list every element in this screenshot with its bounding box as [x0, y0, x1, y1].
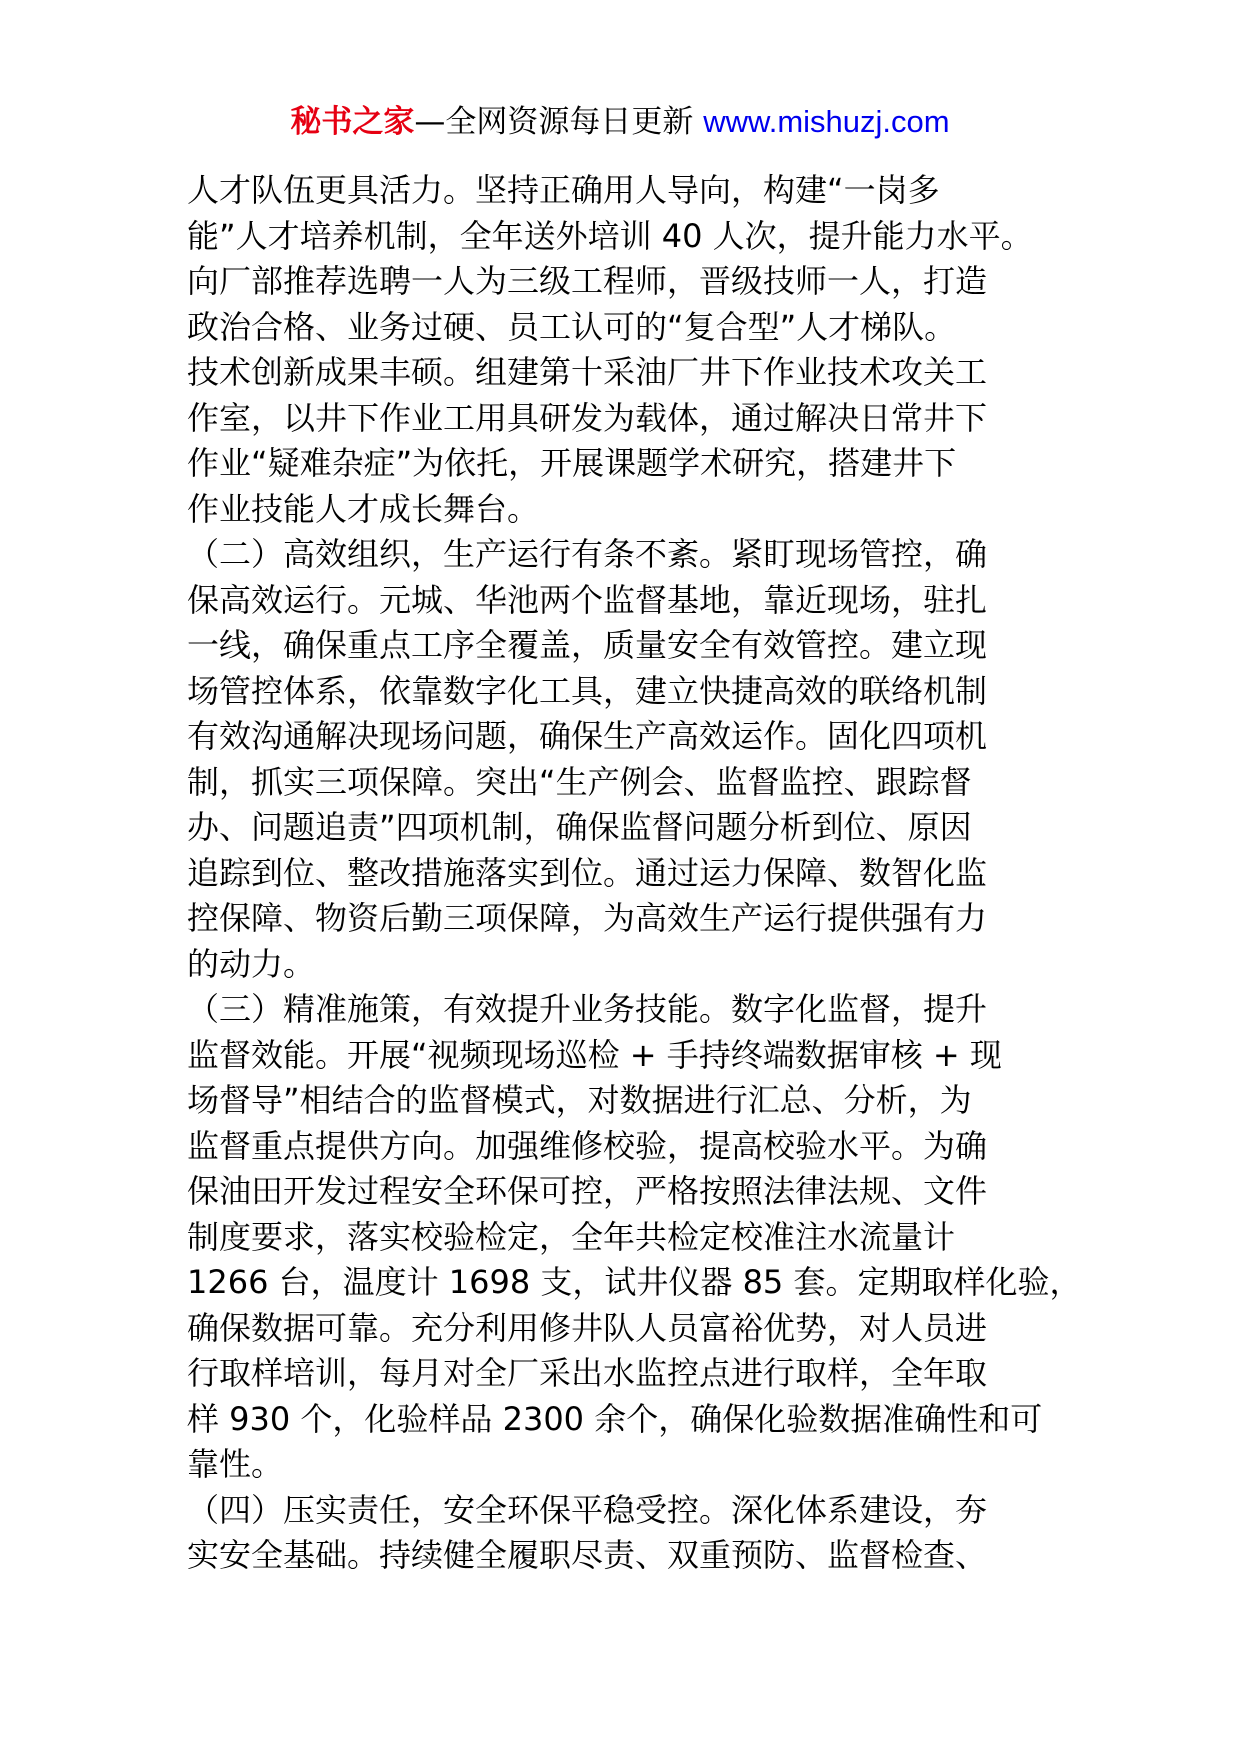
text-line: 行取样培训，每月对全厂采出水监控点进行取样，全年取 [187, 1354, 988, 1392]
text-line: 监督重点提供方向。加强维修校验，提高校验水平。为确 [187, 1126, 988, 1165]
text-line: 作室，以井下作业工用具研发为载体，通过解决日常井下 [187, 398, 988, 437]
text-line: 1266 台，温度计 1698 支，试井仪器 85 套。定期取样化验， [187, 1263, 1082, 1301]
site-url-link[interactable]: www.mishuzj.com [703, 104, 950, 139]
text-line: 监督效能。开展“视频现场巡检 + 手持终端数据审核 + 现 [187, 1035, 1002, 1074]
text-line: 保高效运行。元城、华池两个监督基地，靠近现场，驻扎 [187, 580, 988, 619]
site-tagline: —全网资源每日更新 [414, 104, 694, 140]
site-brand: 秘书之家 [290, 104, 415, 140]
text-line: 靠性。 [187, 1445, 284, 1483]
text-line: 向厂部推荐选聘一人为三级工程师，晋级技师一人，打造 [187, 262, 988, 300]
text-line: 有效沟通解决现场问题，确保生产高效运作。固化四项机 [187, 717, 988, 755]
text-line: 实安全基础。持续健全履职尽责、双重预防、监督检查、 [187, 1536, 988, 1574]
text-line: 保油田开发过程安全环保可控，严格按照法律法规、文件 [187, 1172, 988, 1210]
section-heading-line: （二）高效组织，生产运行有条不紊。紧盯现场管控，确 [187, 535, 988, 573]
text-line: 样 930 个，化验样品 2300 余个，确保化验数据准确性和可 [187, 1399, 1043, 1438]
text-line: 确保数据可靠。充分利用修井队人员富裕优势，对人员进 [187, 1308, 988, 1347]
section-heading-line: （三）精准施策，有效提升业务技能。数字化监督，提升 [187, 990, 988, 1028]
text-line: 追踪到位、整改措施落实到位。通过运力保障、数智化监 [187, 853, 988, 892]
site-header [0, 100, 1240, 144]
text-line: 办、问题追责”四项机制，确保监督问题分析到位、原因 [187, 808, 972, 846]
text-line: 制度要求，落实校验检定，全年共检定校准注水流量计 [187, 1217, 956, 1256]
text-line: 能”人才培养机制，全年送外培训 40 人次，提升能力水平。 [187, 216, 1033, 255]
text-line: 作业技能人才成长舞台。 [187, 489, 540, 528]
text-line: 控保障、物资后勤三项保障，为高效生产运行提供强有力 [187, 899, 988, 937]
text-line: 人才队伍更具活力。坚持正确用人导向，构建“一岗多 [187, 171, 940, 209]
text-line: 场督导”相结合的监督模式，对数据进行汇总、分析，为 [187, 1081, 972, 1119]
text-line: 政治合格、业务过硬、员工认可的“复合型”人才梯队。 [187, 307, 957, 346]
text-line: 作业“疑难杂症”为依托，开展课题学术研究，搭建井下 [187, 444, 957, 482]
section-heading-line: （四）压实责任，安全环保平稳受控。深化体系建设，夯 [187, 1490, 988, 1529]
text-line: 技术创新成果丰硕。组建第十采油厂井下作业技术攻关工 [187, 353, 988, 391]
text-line: 场管控体系，依靠数字化工具，建立快捷高效的联络机制 [187, 671, 988, 710]
text-line: 一线，确保重点工序全覆盖，质量安全有效管控。建立现 [187, 626, 988, 664]
text-line: 制，抓实三项保障。突出“生产例会、监督监控、跟踪督 [187, 762, 972, 801]
document-body [187, 168, 1082, 1579]
text-line: 的动力。 [187, 944, 316, 983]
